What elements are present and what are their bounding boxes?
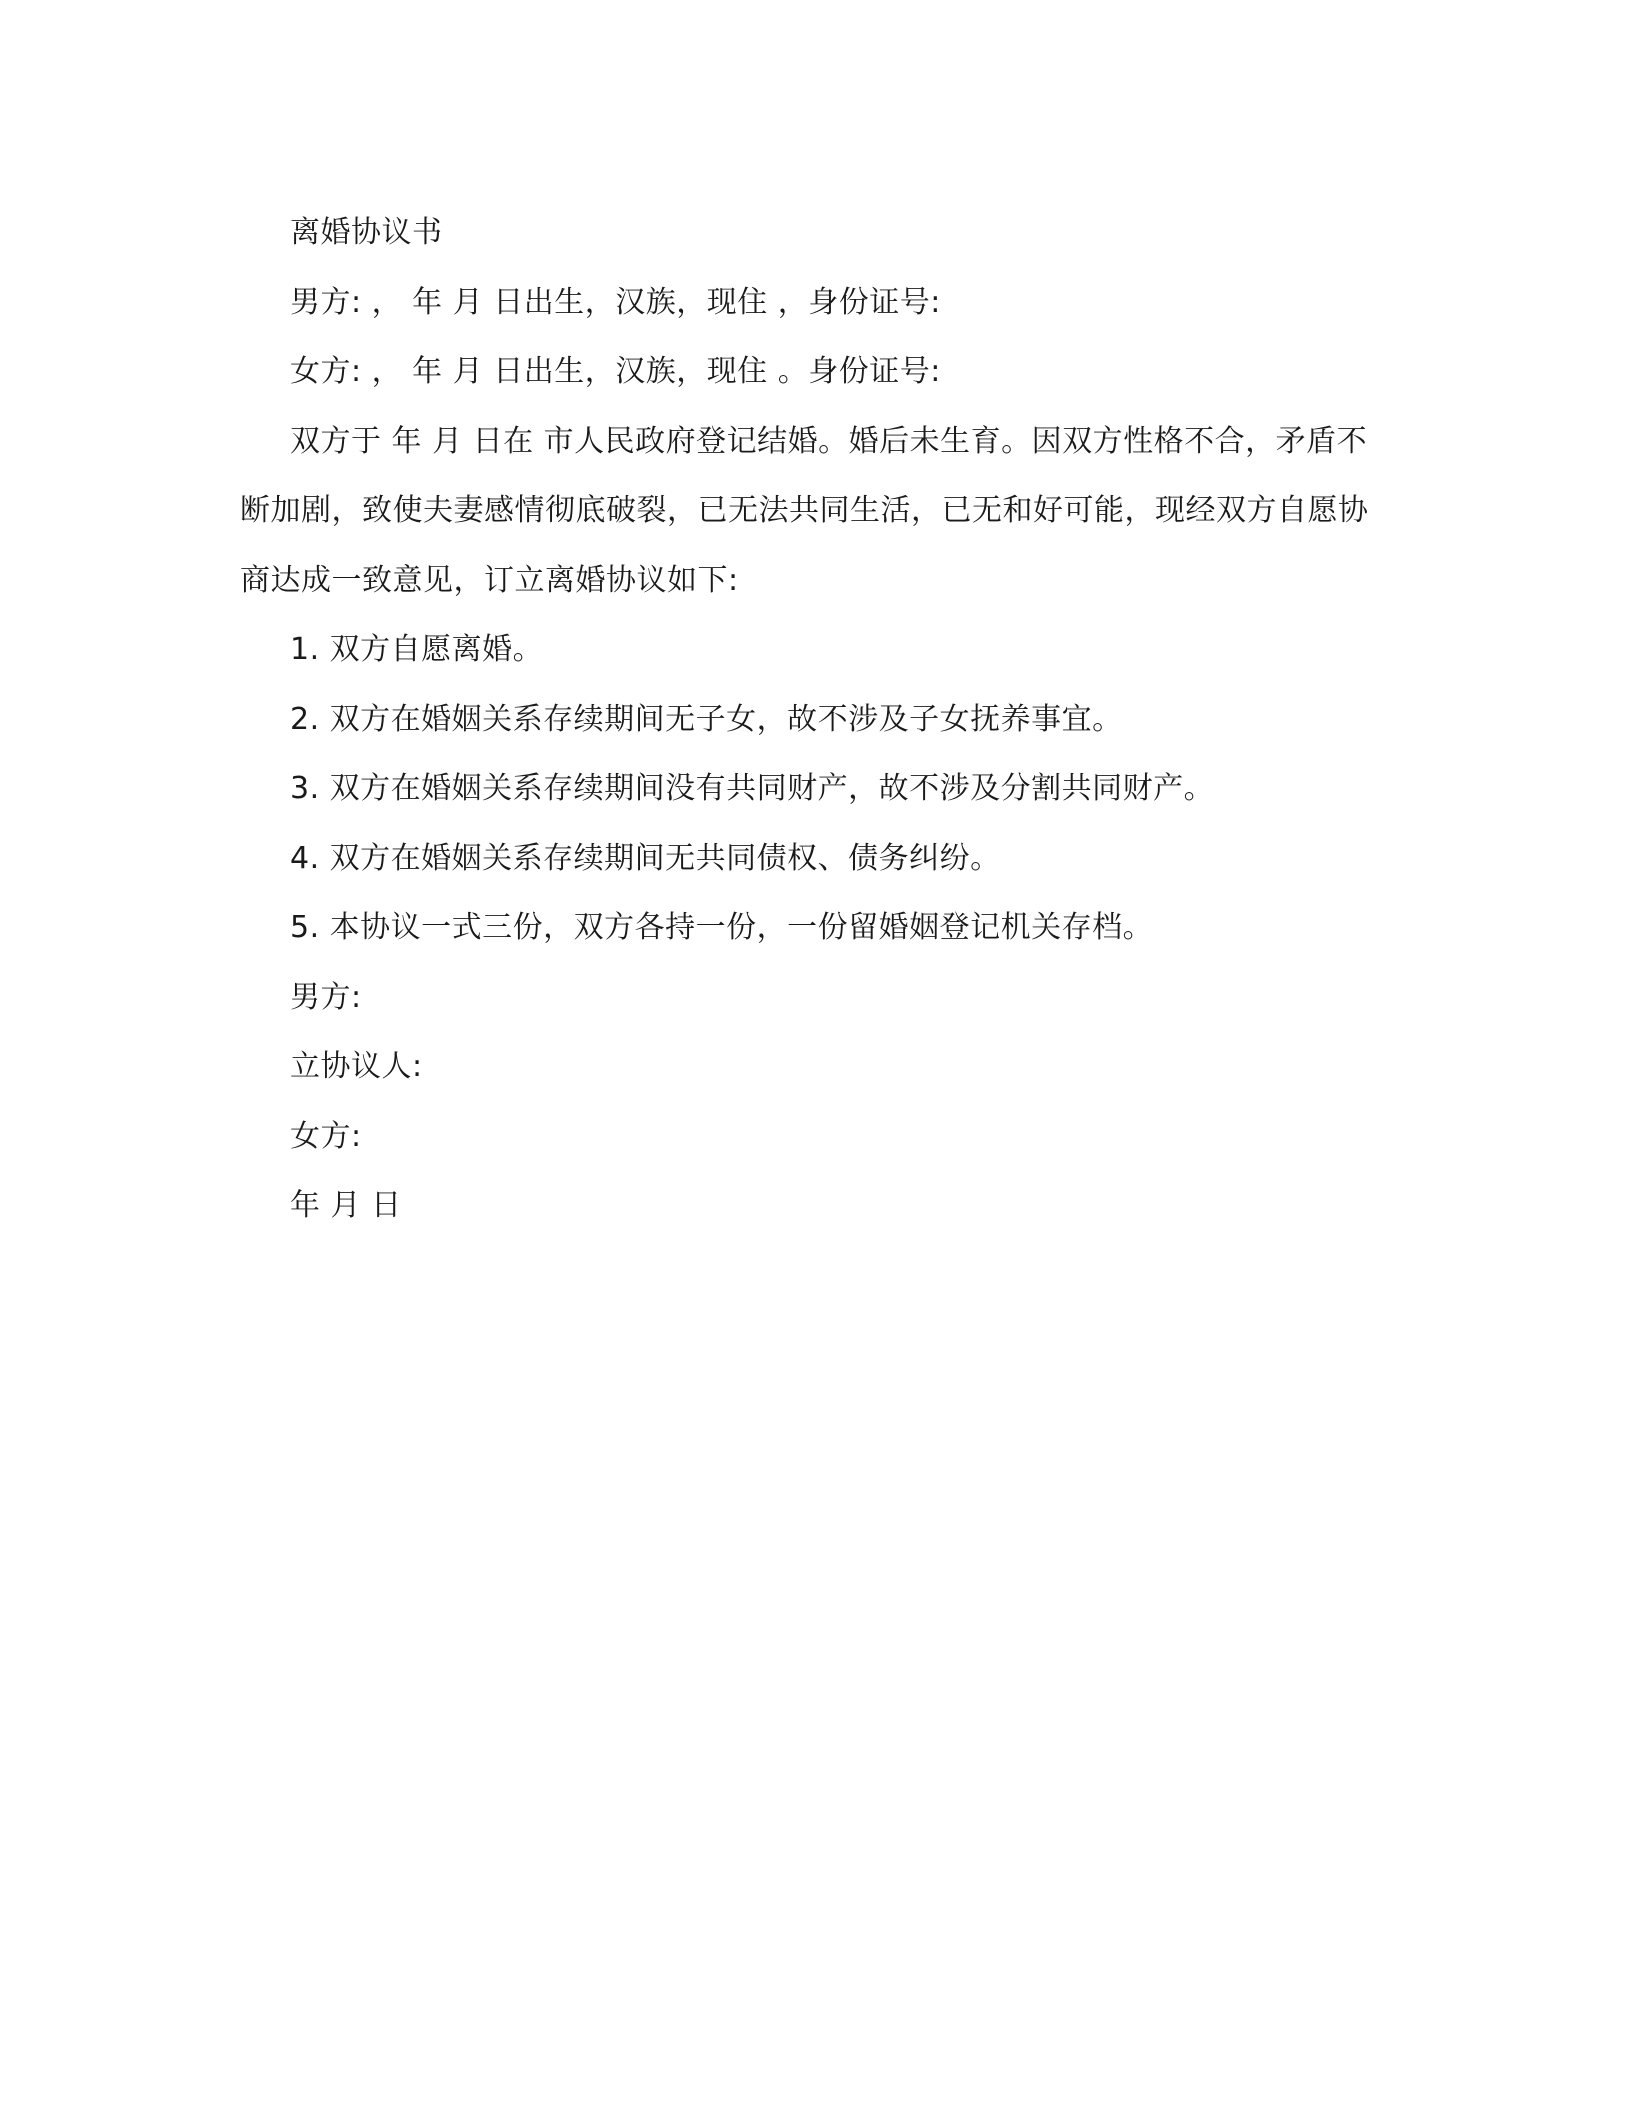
- male-signature-label: 男方:: [290, 979, 362, 1015]
- date-line: 年 月 日: [290, 1188, 402, 1223]
- clause-item: 2. 双方在婚姻关系存续期间无子女，故不涉及子女抚养事宜。: [290, 701, 1123, 737]
- intro-paragraph: 双方于 年 月 日在 市人民政府登记结婚。婚后未生育。因双方性格不合，矛盾不断加剧，致使夫妻感情彻底破裂，已无法共同生活，已无和好可能，现经双方自愿协商达成一致意见，订立离婚协议如下:: [240, 423, 1369, 598]
- clause-item: 4. 双方在婚姻关系存续期间无共同债权、债务纠纷。: [290, 840, 1001, 876]
- clause-item: 1. 双方自愿离婚。: [290, 632, 544, 667]
- female-party-line: 女方: ， 年 月 日出生，汉族，现住 。身份证号:: [290, 354, 941, 389]
- agreement-party-label: 立协议人:: [290, 1049, 423, 1084]
- clause-item: 5. 本协议一式三份，双方各持一份，一份留婚姻登记机关存档。: [290, 910, 1154, 945]
- document-body: [240, 198, 1375, 1241]
- document-title: 离婚协议书: [290, 215, 443, 250]
- clause-item: 3. 双方在婚姻关系存续期间没有共同财产，故不涉及分割共同财产。: [290, 771, 1215, 806]
- male-party-line: 男方: ， 年 月 日出生，汉族，现住 ，身份证号:: [290, 284, 941, 320]
- female-signature-label: 女方:: [290, 1118, 362, 1154]
